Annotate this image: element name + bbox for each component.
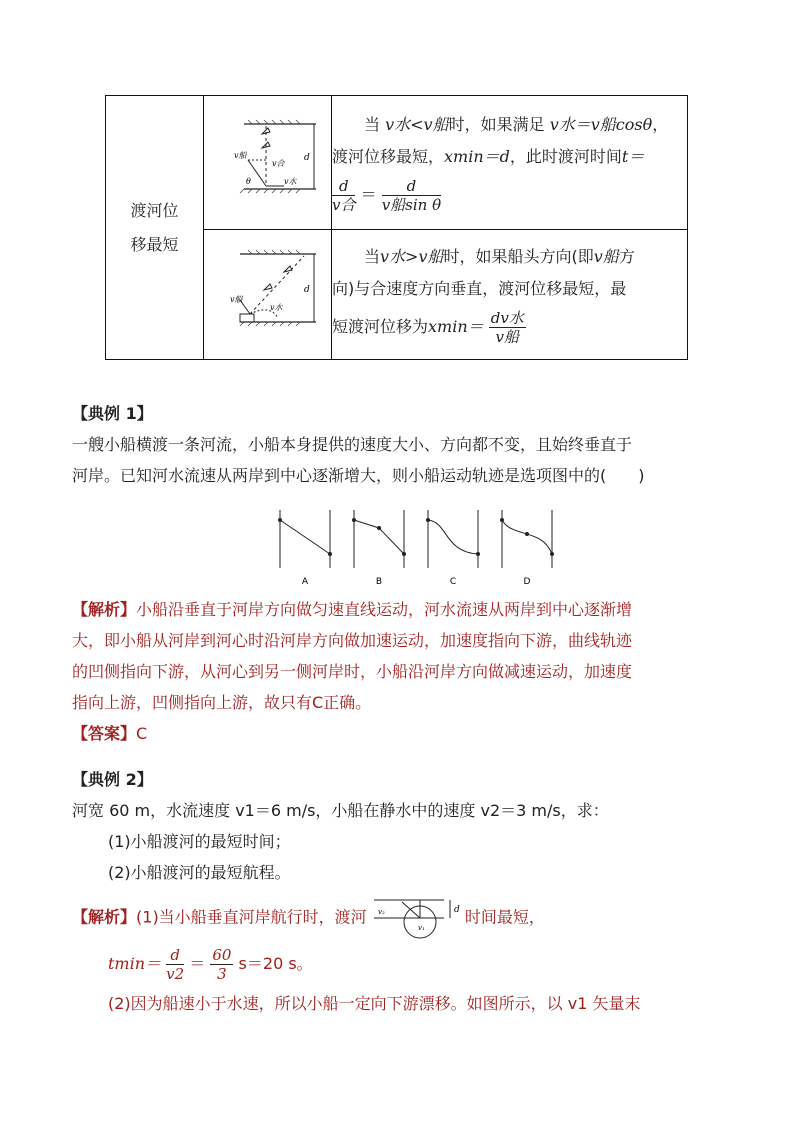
- case1-figure: [204, 96, 329, 225]
- example2-q1: (1)小船渡河的最短时间；: [108, 832, 291, 851]
- option-b-label: B: [375, 577, 383, 587]
- case2-line3: 短渡河位移为xmin＝ $\frac{\text{dv水}}{\text{v船}}$: [332, 308, 524, 346]
- table-row: [106, 96, 688, 230]
- example1: [72, 398, 732, 491]
- example2-title: 【典例 2】: [72, 770, 153, 789]
- example1-analysis: 【解析】小船沿垂直于河岸方向做匀速直线运动，河水流速从两岸到中心逐渐增 大，即小船从河岸到河心时沿河岸方向做加速运动，加速度指向下游，曲线轨迹 的凹侧指向下游，从河心到另一侧河岸时，小船沿河岸方向做减速运动，加速度 指向上游，凹侧指向上游，故只有C正确。 【答案】C: [72, 594, 732, 749]
- svg-text:v合: v合: [272, 159, 285, 168]
- svg-text:v船: v船: [230, 295, 243, 304]
- option-c-label: C: [449, 577, 457, 587]
- example2-question: 河宽 60 m，水流速度 v1＝6 m/s，小船在静水中的速度 v2＝3 m/s，求：: [72, 801, 609, 820]
- svg-text:v₁: v₁: [417, 924, 425, 932]
- fraction: $\frac{\text{dv水}}{\text{v船}}$: [490, 308, 524, 346]
- example1-question-line1: 一艘小船横渡一条河流，小船本身提供的速度大小、方向都不变，且始终垂直于: [72, 435, 633, 454]
- svg-text:d: d: [304, 153, 310, 163]
- svg-text:v船: v船: [234, 151, 247, 160]
- example2-analysis: 【解析】(1)当小船垂直河岸航行时，渡河 d v₂ v₁ 时间最短， tmin＝ $\frac{d}{v2}$ ＝ $\frac{60}{3}$ s＝20 s。 (2)因为船速小于水速，所以小船一定向下游漂移。如图所示，以 v1 矢量末: [72, 896, 732, 1019]
- crossing-diagram: [372, 896, 460, 940]
- example1-options-figure: [272, 508, 562, 590]
- example1-answer: 【答案】C: [72, 724, 148, 743]
- case2-figure-cell: [204, 230, 332, 360]
- example2: [72, 764, 732, 888]
- example2-q2: (2)小船渡河的最短航程。: [108, 863, 291, 882]
- option-d-label: D: [523, 577, 531, 587]
- fraction: $\frac{d}{\text{v合}}$: [332, 176, 356, 214]
- svg-text:v水: v水: [284, 177, 297, 186]
- row-label-line2: 移最短: [130, 234, 179, 254]
- example2-a2: (2)因为船速小于水速，所以小船一定向下游漂移。如图所示，以 v1 矢量末: [108, 994, 641, 1013]
- case1-figure-cell: [204, 96, 332, 230]
- row-label-cell: [106, 96, 204, 360]
- example1-title: 【典例 1】: [72, 404, 153, 423]
- option-a-label: A: [301, 577, 309, 587]
- case2-text-cell: [332, 230, 688, 360]
- analysis-tag: 【解析】: [72, 907, 137, 927]
- case2-figure: [204, 230, 329, 355]
- case1-line1: 当 v水<v船时，如果满足 v水＝v船cosθ，: [364, 114, 669, 134]
- case2-line2: 向)与合速度方向垂直，渡河位移最短，最: [332, 278, 627, 298]
- velocity-condition: v水<v船: [385, 114, 449, 134]
- case1-formula: $\frac{d}{\text{v合}}$ ＝ $\frac{d}{\text{v船sin θ}}$: [332, 176, 442, 214]
- analysis-tag: 【解析】: [72, 600, 137, 619]
- cos-condition: v水＝v船cosθ: [549, 114, 653, 134]
- svg-text:θ: θ: [246, 177, 251, 186]
- fraction: $\frac{60}{3}$: [212, 946, 232, 983]
- row-label-line1: 渡河位: [130, 200, 179, 220]
- svg-text:d: d: [453, 905, 460, 915]
- tmin-formula: tmin＝ $\frac{d}{v2}$ ＝ $\frac{60}{3}$ s＝20 s。: [108, 946, 313, 983]
- fraction: $\frac{d}{\text{v船sin θ}}$: [381, 176, 442, 214]
- case1-text-cell: [332, 96, 688, 230]
- example1-question-line2: 河岸。已知河水流速从两岸到中心逐渐增大，则小船运动轨迹是选项图中的( ): [72, 466, 645, 485]
- summary-table: [105, 95, 688, 360]
- svg-text:v₂: v₂: [377, 908, 385, 916]
- svg-text:v水: v水: [270, 303, 283, 312]
- case2-line1: 当v水>v船时，如果船头方向(即v船方: [364, 246, 635, 266]
- svg-text:d: d: [304, 285, 310, 295]
- fraction: $\frac{d}{v2}$: [166, 946, 185, 983]
- case1-line2: 渡河位移最短，xmin＝d，此时渡河时间t＝: [332, 146, 645, 166]
